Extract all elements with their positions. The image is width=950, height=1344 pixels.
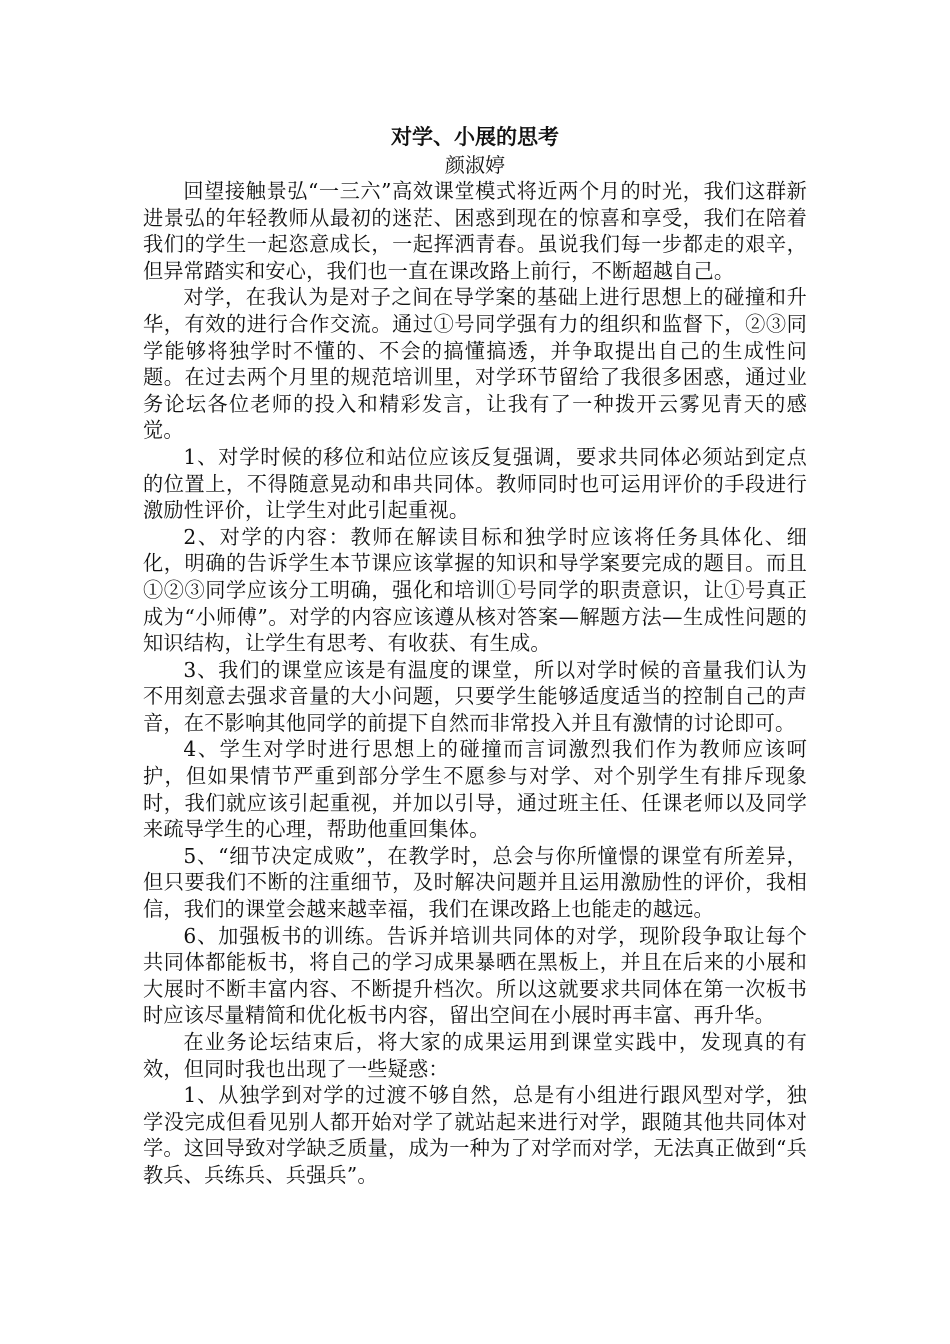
paragraph: 对学，在我认为是对子之间在导学案的基础上进行思想上的碰撞和升华，有效的进行合作交流。通过①号同学强有力的组织和监督下，②③同学能够将独学时不懂的、不会的搞懂搞透，并争取提出自己的生成性问题。在过去两个月里的规范培训里，对学环节留给了我很多困惑，通过业务论坛各位老师的投入和精彩发言，让我有了一种拨开云雾见青天的感觉。: [143, 285, 807, 443]
paragraph: 回望接触景弘“一三六”高效课堂模式将近两个月的时光，我们这群新进景弘的年轻教师从最初的迷茫、困惑到现在的惊喜和享受，我们在陪着我们的学生一起恣意成长，一起挥洒青春。虽说我们每一步都走的艰辛，但异常踏实和安心，我们也一直在课改路上前行，不断超越自己。: [143, 179, 807, 283]
paragraph: 3、我们的课堂应该是有温度的课堂，所以对学时候的音量我们认为不用刻意去强求音量的大小问题，只要学生能够适度适当的控制自己的声音，在不影响其他同学的前提下自然而非常投入并且有激情的讨论即可。: [143, 657, 807, 735]
paragraph: 6、加强板书的训练。告诉并培训共同体的对学，现阶段争取让每个共同体都能板书，将自己的学习成果暴晒在黑板上，并且在后来的小展和大展时不断丰富内容、不断提升档次。所以这就要求共同体在第一次板书时应该尽量精简和优化板书内容，留出空间在小展时再丰富、再升华。: [143, 923, 807, 1028]
paragraph: 在业务论坛结束后，将大家的成果运用到课堂实践中，发现真的有效，但同时我也出现了一些疑惑：: [143, 1030, 807, 1081]
document-page: [143, 122, 807, 1189]
paragraph: 5、“细节决定成败”，在教学时，总会与你所憧憬的课堂有所差异，但只要我们不断的注重细节，及时解决问题并且运用激励性的评价，我相信，我们的课堂会越来越幸福，我们在课改路上也能走的越远。: [143, 843, 807, 922]
paragraph: 1、对学时候的移位和站位应该反复强调，要求共同体必须站到定点的位置上，不得随意晃动和串共同体。教师同时也可运用评价的手段进行激励性评价，让学生对此引起重视。: [143, 444, 807, 523]
paragraph: 1、从独学到对学的过渡不够自然，总是有小组进行跟风型对学，独学没完成但看见别人都开始对学了就站起来进行对学，跟随其他共同体对学。这回导致对学缺乏质量，成为一种为了对学而对学，无法真正做到“兵教兵、兵练兵、兵强兵”。: [143, 1083, 807, 1187]
paragraph: 2、对学的内容：教师在解读目标和独学时应该将任务具体化、细化，明确的告诉学生本节课应该掌握的知识和导学案要完成的题目。而且①②③同学应该分工明确，强化和培训①号同学的职责意识，让①号真正成为“小师傅”。对学的内容应该遵从核对答案—解题方法—生成性问题的知识结构，让学生有思考、有收获、有生成。: [143, 524, 807, 656]
paragraph: 4、学生对学时进行思想上的碰撞而言词激烈我们作为教师应该呵护，但如果情节严重到部分学生不愿参与对学、对个别学生有排斥现象时，我们就应该引起重视，并加以引导，通过班主任、任课老师以及同学来疏导学生的心理，帮助他重回集体。: [143, 737, 807, 842]
document-title: 对学、小展的思考: [391, 124, 559, 149]
document-author: 颜淑婷: [445, 153, 505, 177]
